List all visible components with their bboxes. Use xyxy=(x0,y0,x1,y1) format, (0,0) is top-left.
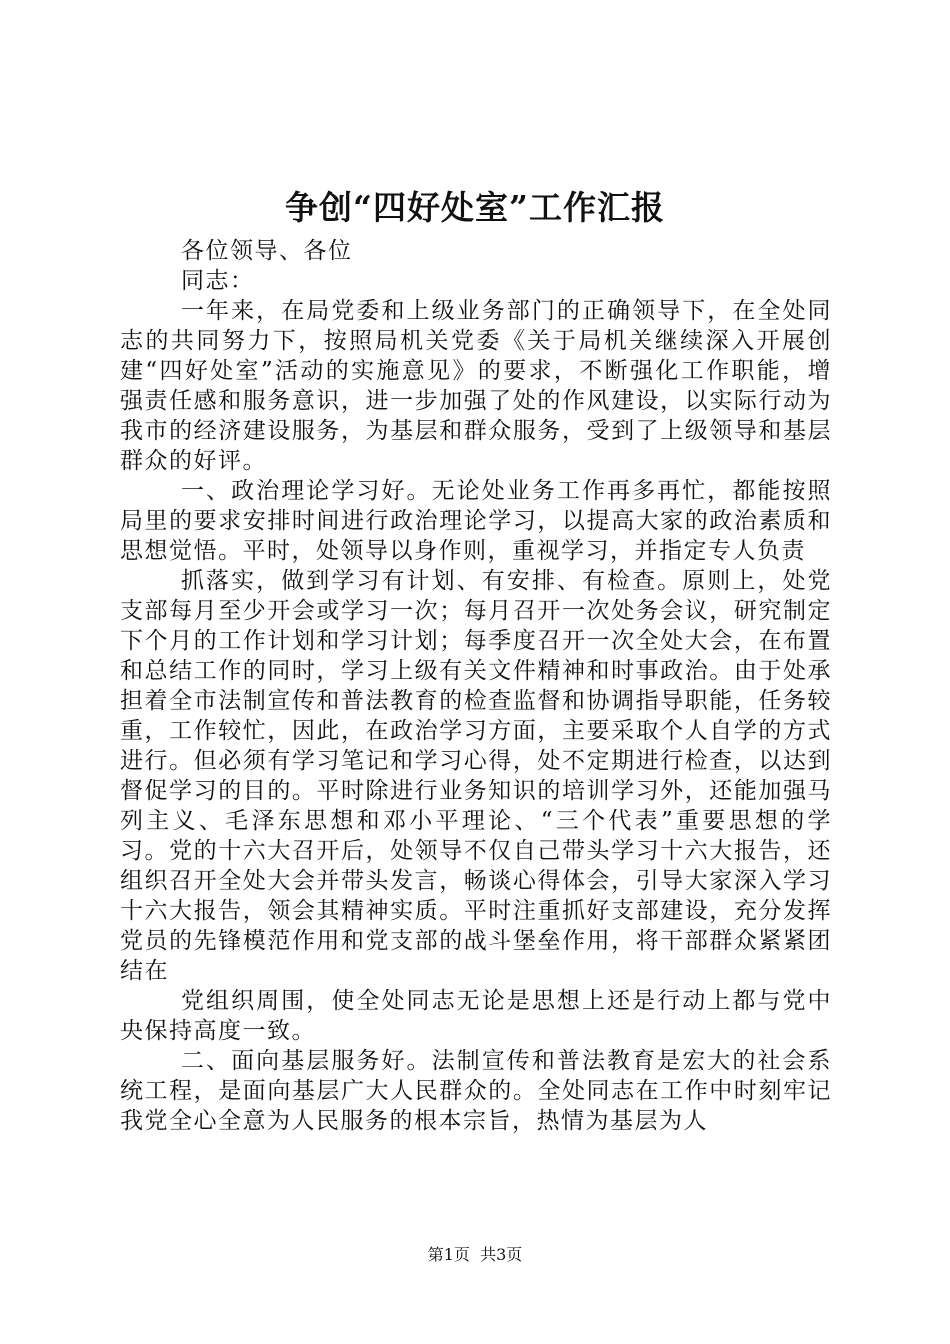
salutation-line-1: 各位领导、各位 xyxy=(180,238,353,264)
page-number: 第1页 共3页 xyxy=(427,1245,523,1264)
paragraph-section-1: 一、政治理论学习好。无论处业务工作再多再忙，都能按照局里的要求安排时间进行政治理论学习，以提高大家的政治素质和思想觉悟。平时，处领导以身作则，重视学习，并指定专人负责 xyxy=(120,478,832,564)
page-footer xyxy=(0,1244,950,1266)
salutation-line-2: 同志： xyxy=(180,268,255,294)
paragraph-intro: 一年来，在局党委和上级业务部门的正确领导下，在全处同志的共同努力下，按照局机关党委《关于局机关继续深入开展创建“四好处室”活动的实施意见》的要求，不断强化工作职能，增强责任感和服务意识，进一步加强了处的作风建设，以实际行动为我市的经济建设服务，为基层和群众服务，受到了上级领导和基层群众的好评。 xyxy=(120,298,832,474)
document-title: 争创“四好处室”工作汇报 xyxy=(285,188,665,227)
paragraph-section-1-continued: 抓落实，做到学习有计划、有安排、有检查。原则上，处党支部每月至少开会或学习一次；每月召开一次处务会议，研究制定下个月的工作计划和学习计划；每季度召开一次全处大会，在布置和总结工作的同时，学习上级有关文件精神和时事政治。由于处承担着全市法制宣传和普法教育的检查监督和协调指导职能，任务较重，工作较忙，因此，在政治学习方面，主要采取个人自学的方式进行。但必须有学习笔记和学习心得，处不定期进行检查，以达到督促学习的目的。平时除进行业务知识的培训学习外，还能加强马列主义、毛泽东思想和邓小平理论、“三个代表”重要思想的学习。党的十六大召开后，处领导不仅自己带头学习十六大报告，还组织召开全处大会并带头发言，畅谈心得体会，引导大家深入学习十六大报告，领会其精神实质。平时注重抓好支部建设，充分发挥党员的先锋模范作用和党支部的战斗堡垒作用，将干部群众紧紧团结在 xyxy=(120,568,832,984)
paragraph-section-2: 二、面向基层服务好。法制宣传和普法教育是宏大的社会系统工程，是面向基层广大人民群众的。全处同志在工作中时刻牢记我党全心全意为人民服务的根本宗旨，热情为基层为人 xyxy=(120,1048,832,1134)
document-body xyxy=(120,236,832,1136)
paragraph-section-1-end: 党组织周围，使全处同志无论是思想上还是行动上都与党中央保持高度一致。 xyxy=(120,988,832,1044)
